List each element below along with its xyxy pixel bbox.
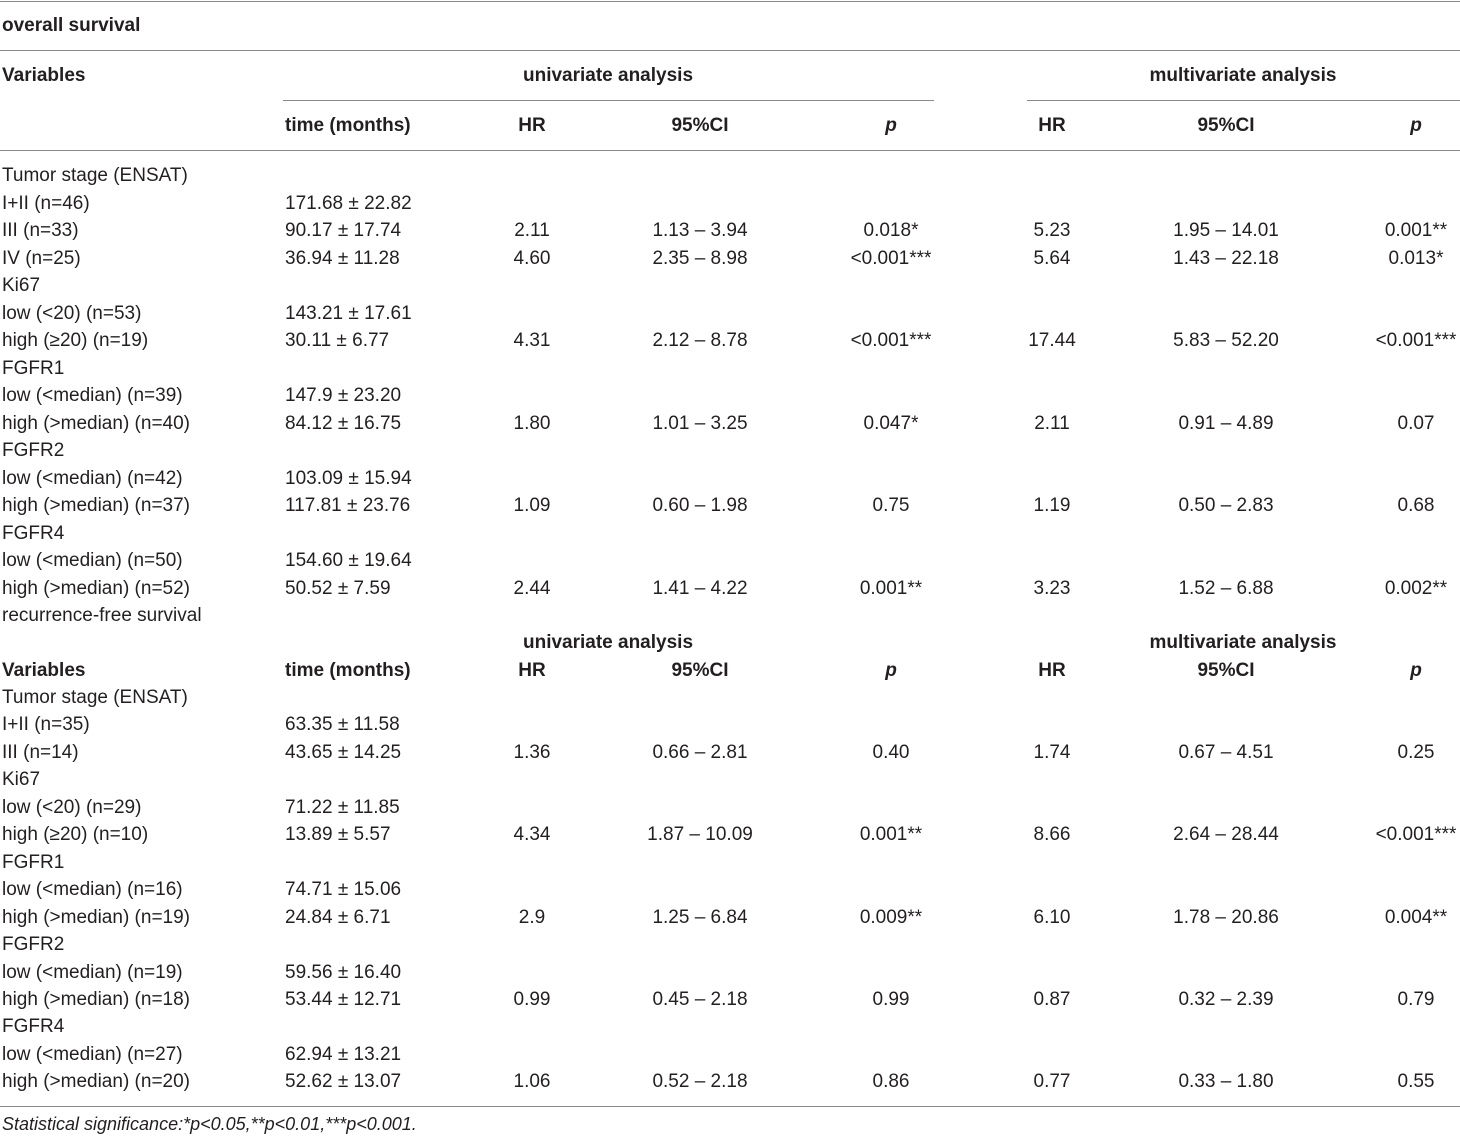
- multivariate-ci: 5.83 – 52.20: [1173, 330, 1279, 351]
- variable-label: high (>median) (n=52): [2, 577, 190, 599]
- title-rule: [0, 50, 1460, 51]
- univariate-hr: 4.31: [513, 330, 551, 351]
- rfs-variables-header: Variables: [2, 660, 86, 681]
- rfs-time-header: time (months): [285, 660, 411, 681]
- multivariate-p: 0.004**: [1384, 906, 1448, 928]
- variable-label: FGFR2: [2, 440, 65, 461]
- time-value: 52.62 ± 13.07: [285, 1071, 402, 1093]
- rfs-multivariate-header: multivariate analysis: [1149, 632, 1337, 653]
- univariate-ci: 1.01 – 3.25: [652, 412, 748, 434]
- variable-label: Tumor stage (ENSAT): [2, 687, 188, 708]
- variable-label: IV (n=25): [2, 247, 81, 269]
- multivariate-hr: 5.23: [1033, 220, 1071, 241]
- univariate-hr: 2.9: [518, 906, 546, 928]
- univariate-p: 0.018*: [863, 220, 919, 241]
- multivariate-ci: 1.52 – 6.88: [1178, 577, 1274, 599]
- multivariate-hr: 0.77: [1033, 1071, 1071, 1093]
- univariate-p: 0.009**: [859, 906, 923, 928]
- time-value: 50.52 ± 7.59: [285, 577, 391, 599]
- variable-label: low (<median) (n=27): [2, 1043, 183, 1065]
- time-value: 53.44 ± 12.71: [285, 988, 402, 1010]
- multivariate-hr: 6.10: [1033, 906, 1071, 928]
- univariate-ci: 2.35 – 8.98: [652, 247, 748, 269]
- multivariate-hr: 17.44: [1028, 330, 1076, 351]
- multivariate-ci: 2.64 – 28.44: [1173, 824, 1279, 846]
- univariate-p: 0.40: [872, 741, 910, 763]
- multivariate-ci: 0.32 – 2.39: [1178, 988, 1274, 1010]
- multivariate-p: 0.001**: [1384, 220, 1448, 241]
- variable-label: I+II (n=35): [2, 714, 90, 736]
- time-value: 59.56 ± 16.40: [285, 961, 402, 983]
- univariate-ci: 0.52 – 2.18: [652, 1071, 748, 1093]
- univariate-ci: 1.13 – 3.94: [652, 220, 748, 241]
- univariate-ci: 0.45 – 2.18: [652, 988, 748, 1010]
- multivariate-span-rule: [1027, 100, 1460, 101]
- multivariate-p: 0.002**: [1384, 577, 1448, 599]
- univariate-p: 0.047*: [863, 412, 919, 434]
- multivariate-p: 0.55: [1397, 1071, 1435, 1093]
- time-value: 154.60 ± 19.64: [285, 550, 412, 571]
- variable-label: Tumor stage (ENSAT): [2, 165, 188, 186]
- time-value: 71.22 ± 11.85: [285, 796, 400, 818]
- footnote: Statistical significance:*p<0.05,**p<0.01,***p<0.001.: [2, 1114, 417, 1134]
- rfs-univariate-header: univariate analysis: [522, 632, 694, 653]
- multivariate-ci: 1.43 – 22.18: [1173, 247, 1279, 269]
- univariate-ci: 1.87 – 10.09: [647, 824, 753, 846]
- os-univariate-header: univariate analysis: [522, 65, 694, 86]
- variable-label: low (<median) (n=42): [2, 467, 183, 489]
- variable-label: low (<median) (n=19): [2, 961, 183, 983]
- multivariate-p: 0.79: [1397, 988, 1435, 1010]
- variable-label: FGFR1: [2, 851, 65, 873]
- univariate-ci: 1.41 – 4.22: [652, 577, 748, 599]
- rfs-title: recurrence-free survival: [2, 605, 202, 626]
- os-uni-hr-header: HR: [518, 115, 546, 136]
- variable-label: III (n=33): [2, 220, 79, 241]
- variable-label: low (<median) (n=16): [2, 879, 183, 901]
- variable-label: Ki67: [2, 275, 41, 296]
- os-uni-ci-header: 95%CI: [671, 115, 729, 136]
- univariate-p: <0.001***: [850, 247, 932, 269]
- time-value: 143.21 ± 17.61: [285, 302, 412, 324]
- time-value: 62.94 ± 13.21: [285, 1043, 402, 1065]
- os-multi-ci-header: 95%CI: [1197, 115, 1255, 136]
- rfs-multi-p-header: p: [1410, 660, 1422, 681]
- variable-label: Ki67: [2, 769, 41, 791]
- os-multivariate-header: multivariate analysis: [1149, 65, 1337, 86]
- univariate-hr: 4.34: [513, 824, 551, 846]
- variable-label: high (>median) (n=20): [2, 1071, 190, 1093]
- variable-label: FGFR1: [2, 357, 65, 379]
- time-value: 30.11 ± 6.77: [285, 330, 390, 351]
- univariate-ci: 2.12 – 8.78: [652, 330, 748, 351]
- os-time-header: time (months): [285, 115, 411, 136]
- multivariate-hr: 2.11: [1034, 412, 1070, 434]
- multivariate-p: 0.013*: [1388, 247, 1444, 269]
- variable-label: high (>median) (n=19): [2, 906, 190, 928]
- univariate-ci: 1.25 – 6.84: [652, 906, 748, 928]
- multivariate-hr: 1.19: [1033, 495, 1071, 516]
- multivariate-p: <0.001***: [1375, 330, 1457, 351]
- time-value: 74.71 ± 15.06: [285, 879, 402, 901]
- os-uni-p-header: p: [885, 115, 897, 136]
- univariate-hr: 1.06: [513, 1071, 551, 1093]
- time-value: 36.94 ± 11.28: [285, 247, 400, 269]
- multivariate-hr: 8.66: [1033, 824, 1071, 846]
- variable-label: FGFR2: [2, 934, 65, 956]
- os-variables-header: Variables: [2, 65, 86, 86]
- multivariate-ci: 0.33 – 1.80: [1178, 1071, 1274, 1093]
- rfs-multi-hr-header: HR: [1038, 660, 1066, 681]
- univariate-hr: 1.80: [513, 412, 551, 434]
- os-multi-hr-header: HR: [1038, 115, 1066, 136]
- header-bottom-rule: [0, 150, 1460, 151]
- os-multi-p-header: p: [1410, 115, 1422, 136]
- multivariate-p: 0.07: [1397, 412, 1435, 434]
- rfs-uni-ci-header: 95%CI: [671, 660, 729, 681]
- multivariate-ci: 1.95 – 14.01: [1173, 220, 1279, 241]
- univariate-hr: 0.99: [513, 988, 551, 1010]
- univariate-hr: 1.36: [513, 741, 551, 763]
- variable-label: high (>median) (n=40): [2, 412, 190, 434]
- multivariate-hr: 1.74: [1033, 741, 1071, 763]
- multivariate-hr: 3.23: [1033, 577, 1071, 599]
- multivariate-ci: 0.67 – 4.51: [1178, 741, 1274, 763]
- time-value: 24.84 ± 6.71: [285, 906, 391, 928]
- rfs-multi-ci-header: 95%CI: [1197, 660, 1255, 681]
- time-value: 43.65 ± 14.25: [285, 741, 402, 763]
- univariate-p: 0.001**: [859, 824, 923, 846]
- variable-label: low (<median) (n=39): [2, 385, 183, 406]
- univariate-p: 0.99: [872, 988, 910, 1010]
- rfs-uni-hr-header: HR: [518, 660, 546, 681]
- os-title: overall survival: [2, 15, 141, 36]
- time-value: 63.35 ± 11.58: [285, 714, 400, 736]
- variable-label: high (≥20) (n=19): [2, 330, 149, 351]
- time-value: 90.17 ± 17.74: [285, 220, 402, 241]
- multivariate-hr: 0.87: [1033, 988, 1071, 1010]
- multivariate-ci: 1.78 – 20.86: [1173, 906, 1279, 928]
- time-value: 103.09 ± 15.94: [285, 467, 412, 489]
- variable-label: low (<20) (n=29): [2, 796, 142, 818]
- univariate-hr: 1.09: [513, 495, 551, 516]
- univariate-p: 0.86: [872, 1071, 910, 1093]
- variable-label: low (<median) (n=50): [2, 550, 183, 571]
- univariate-ci: 0.60 – 1.98: [652, 495, 748, 516]
- variable-label: FGFR4: [2, 522, 65, 544]
- univariate-p: 0.75: [872, 495, 910, 516]
- univariate-hr: 2.11: [514, 220, 550, 241]
- time-value: 117.81 ± 23.76: [285, 495, 411, 516]
- univariate-p: <0.001***: [850, 330, 932, 351]
- time-value: 171.68 ± 22.82: [285, 192, 412, 214]
- multivariate-ci: 0.50 – 2.83: [1178, 495, 1274, 516]
- variable-label: high (>median) (n=18): [2, 988, 190, 1010]
- variable-label: high (>median) (n=37): [2, 495, 190, 516]
- variable-label: FGFR4: [2, 1016, 65, 1038]
- variable-label: I+II (n=46): [2, 192, 90, 214]
- top-rule: [0, 1, 1460, 2]
- time-value: 147.9 ± 23.20: [285, 385, 402, 406]
- multivariate-p: 0.68: [1397, 495, 1435, 516]
- variable-label: high (≥20) (n=10): [2, 824, 149, 846]
- univariate-p: 0.001**: [859, 577, 923, 599]
- univariate-hr: 4.60: [513, 247, 551, 269]
- multivariate-ci: 0.91 – 4.89: [1178, 412, 1274, 434]
- multivariate-p: 0.25: [1397, 741, 1435, 763]
- bottom-rule: [0, 1106, 1460, 1107]
- time-value: 13.89 ± 5.57: [285, 824, 391, 846]
- univariate-span-rule: [283, 100, 934, 101]
- time-value: 84.12 ± 16.75: [285, 412, 402, 434]
- multivariate-p: <0.001***: [1375, 824, 1457, 846]
- variable-label: III (n=14): [2, 741, 79, 763]
- univariate-ci: 0.66 – 2.81: [652, 741, 748, 763]
- multivariate-hr: 5.64: [1033, 247, 1071, 269]
- rfs-uni-p-header: p: [885, 660, 897, 681]
- univariate-hr: 2.44: [513, 577, 551, 599]
- variable-label: low (<20) (n=53): [2, 302, 142, 324]
